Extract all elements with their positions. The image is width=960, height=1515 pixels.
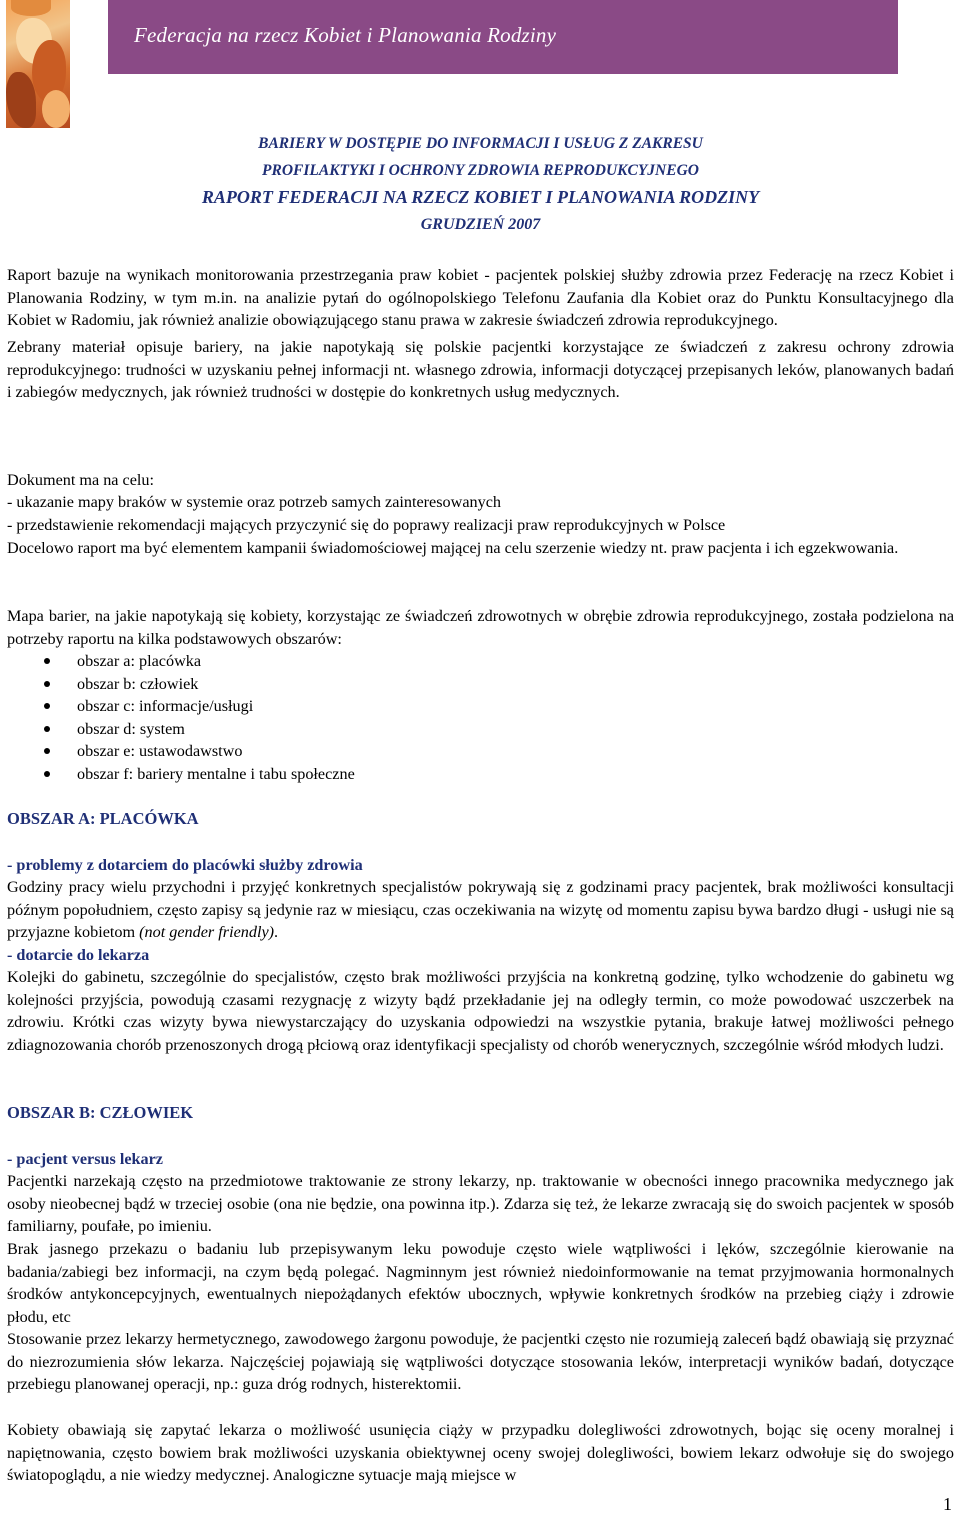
section-a-heading: OBSZAR A: PLACÓWKA xyxy=(7,809,199,828)
logo-shape xyxy=(6,72,36,128)
section-a-paragraph-1: Godziny pracy wielu przychodni i przyjęć konkretnych specjalistów pokrywają się z godzinami pracy pacjentek, brak możliwości konsultacji późnym popołudniem, często zapisy są jedynie raz w miesiącu, czas oczekiwania na wizytę od momentu zapisu bywa bardzo długi - usługi nie są przyjazne kobietom (not gender friendly). xyxy=(7,878,954,942)
list-item: obszar c: informacje/usługi xyxy=(7,695,954,718)
document-title xyxy=(7,130,954,238)
section-a-paragraph-2: Kolejki do gabinetu, szczególnie do specjalistów, często brak możliwości przyjścia na konkretną godzinę, tylko wchodzenie do gabinetu wg kolejności przyjścia, powodują czasami rezygnację z wizyty bądź przekładanie jej na odległy termin, co może powodować uszczerbek na zdrowiu. Krótki czas wizyty bywa niewystarczający do uzyskania odpowiedzi na wszystkie pytania, brakuje łatwej możliwości pełnego zdiagnozowania chorób przenoszonych drogą płciową oraz identyfikacji specjalisty od chorób wenerycznych, szczególnie wśród młodych ludzi. xyxy=(7,968,954,1054)
intro-paragraph-1: Raport bazuje na wynikach monitorowania przestrzegania praw kobiet - pacjentek polskiej służby zdrowia przez Federację na rzecz Kobiet i Planowania Rodziny, w tym m.in. na analizie pytań do ogólnopolskiego Telefonu Zaufania dla Kobiet oraz do Punktu Konsultacyjnego dla Kobiet w Radomiu, jak również analizie obowiązującego stanu prawa w zakresie świadczeń zdrowia reprodukcyjnego. xyxy=(7,266,954,330)
banner-title: Federacja na rzecz Kobiet i Planowania Rodziny xyxy=(134,23,557,47)
list-item: obszar b: człowiek xyxy=(7,673,954,696)
list-item: obszar d: system xyxy=(7,718,954,741)
title-line-3: RAPORT FEDERACJI NA RZECZ KOBIET I PLANOWANIA RODZINY xyxy=(201,187,760,207)
logo-shape xyxy=(42,90,70,128)
bullet-icon xyxy=(44,748,50,754)
section-a-subheading-1: - problemy z dotarciem do placówki służby zdrowia xyxy=(7,856,363,874)
bullet-icon xyxy=(44,726,50,732)
section-b-heading: OBSZAR B: CZŁOWIEK xyxy=(7,1103,194,1122)
goals-lead: Dokument ma na celu: xyxy=(7,471,154,489)
section-b-paragraph-4: Kobiety obawiają się zapytać lekarza o możliwość usunięcia ciąży w przypadku dolegliwości zdrowotnych, bojąc się oceny moralnej i napiętnowania, często bowiem brak możliwości uzyskania obiektywnej oceny swojej dolegliwości, bowiem lekarz odwołuje się do swojego światopoglądu, a nie wiedzy medycznej. Analogiczne sytuacje mają miejsce w xyxy=(7,1421,954,1485)
section-b-subheading-1: - pacjent versus lekarz xyxy=(7,1150,163,1168)
list-item: obszar f: bariery mentalne i tabu społeczne xyxy=(7,763,954,786)
goals-item-2: - przedstawienie rekomendacji mających przyczynić się do poprawy realizacji praw reprodukcyjnych w Polsce xyxy=(7,516,726,534)
list-item: obszar a: placówka xyxy=(7,650,954,673)
intro-paragraph-2: Zebrany materiał opisuje bariery, na jakie napotykają się polskie pacjentki korzystające ze świadczeń z zakresu ochrony zdrowia reprodukcyjnego: trudności w uzyskaniu pełnej informacji nt. własnego zdrowia, informacji dotyczącej przepisanych leków, planowanych badań i zabiegów medycznych, jak również trudności w dostępie do konkretnych usług medycznych. xyxy=(7,338,954,402)
page-number: 1 xyxy=(943,1494,952,1514)
title-date: GRUDZIEŃ 2007 xyxy=(420,216,541,233)
header-banner xyxy=(108,0,898,74)
bullet-icon xyxy=(44,658,50,664)
map-lead: Mapa barier, na jakie napotykają się kobiety, korzystając ze świadczeń zdrowotnych w obrębie zdrowia reprodukcyjnego, została podzielona na potrzeby raportu na kilka podstawowych obszarów: xyxy=(7,607,954,648)
title-line-2: PROFILAKTYKI I OCHRONY ZDROWIA REPRODUKCYJNEGO xyxy=(262,162,699,179)
goals-closing: Docelowo raport ma być elementem kampanii świadomościowej mającej na celu szerzenie wiedzy nt. praw pacjenta i ich egzekwowania. xyxy=(7,539,899,557)
logo-painting xyxy=(6,0,70,128)
list-item: obszar e: ustawodawstwo xyxy=(7,740,954,763)
bullet-icon xyxy=(44,703,50,709)
section-b-paragraph-2: Brak jasnego przekazu o badaniu lub przepisywanym leku powoduje często wiele wątpliwości i lęków, szczególnie kierowanie na badania/zabiegi bez informacji, na czym będą polegać. Nagminnym jest również niedoinformowanie na temat przyjmowania hormonalnych środków antykoncepcyjnych, ewentualnych niepożądanych efektów ubocznych, wpływie konkretnych środków na przebieg ciąży i zdrowie płodu, etc xyxy=(7,1240,954,1326)
title-line-1: BARIERY W DOSTĘPIE DO INFORMACJI I USŁUG Z ZAKRESU xyxy=(258,135,703,152)
areas-list xyxy=(7,650,954,786)
section-b-paragraph-1: Pacjentki narzekają często na przedmiotowe traktowanie ze strony lekarzy, np. traktowanie w obecności innego pracownika medycznego jak osoby nieobecnej bądź w trzeciej osobie (ona nie będzie, ona powinna itp.). Zdarza się też, że lekarze zwracają się do swoich pacjentek w sposób familiarny, poufałe, po imieniu. xyxy=(7,1172,954,1236)
bullet-icon xyxy=(44,771,50,777)
bullet-icon xyxy=(44,681,50,687)
section-b-paragraph-3: Stosowanie przez lekarzy hermetycznego, zawodowego żargonu powoduje, że pacjentki często nie rozumieją zaleceń bądź obawiają się przyznać do niezrozumienia słów lekarza. Najczęściej pojawiają się wątpliwości dotyczące stosowania leków, interpretacji wyników badań, dotyczące przebiegu planowanej operacji, np.: guza dróg rodnych, histerektomii. xyxy=(7,1330,954,1394)
goals-item-1: - ukazanie mapy braków w systemie oraz potrzeb samych zainteresowanych xyxy=(7,493,501,511)
logo-shape xyxy=(11,0,51,16)
section-a-subheading-2: - dotarcie do lekarza xyxy=(7,946,150,964)
